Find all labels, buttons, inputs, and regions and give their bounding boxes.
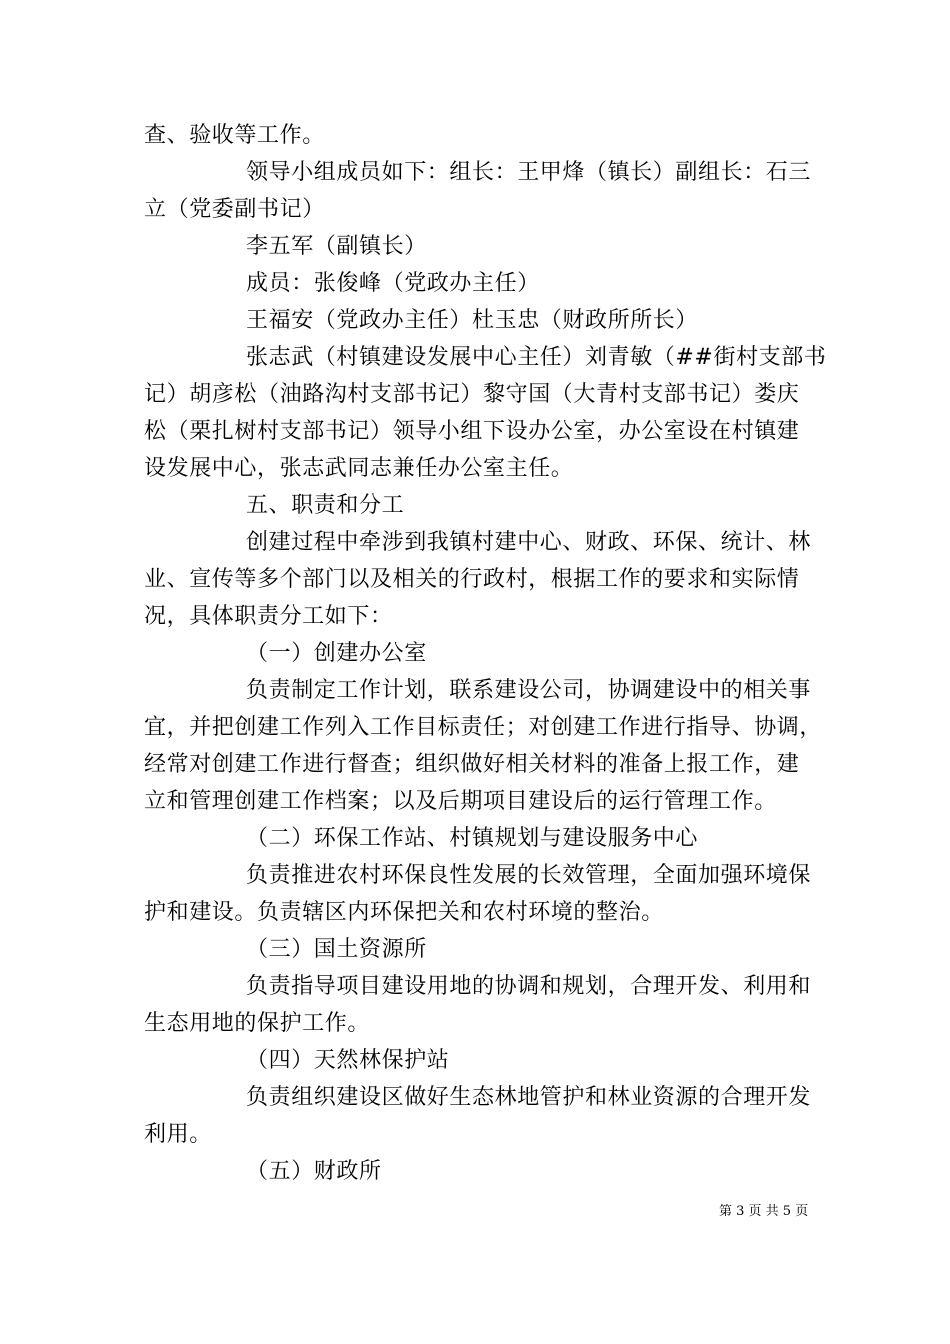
text-line: 立和管理创建工作档案；以及后期项目建设后的运行管理工作。 [144, 789, 777, 814]
text-line: 记）胡彦松（油路沟村支部书记）黎守国（大青村支部书记）娄庆 [144, 382, 800, 407]
text-line: 负责制定工作计划，联系建设公司，协调建设中的相关事 [246, 678, 812, 703]
text-line: 宜，并把创建工作列入工作目标责任；对创建工作进行指导、协调， [144, 715, 823, 740]
section-heading: 五、职责和分工 [246, 493, 405, 518]
subsection-heading: （四）天然林保护站 [246, 1048, 450, 1073]
text-line: 张志武（村镇建设发展中心主任）刘青敏（##街村支部书 [246, 345, 827, 370]
text-line: 设发展中心，张志武同志兼任办公室主任。 [144, 456, 574, 481]
text-line: 立（党委副书记） [144, 197, 325, 222]
subsection-heading: （五）财政所 [246, 1159, 382, 1184]
text-line: 经常对创建工作进行督查；组织做好相关材料的准备上报工作，建 [144, 752, 800, 777]
text-line: 李五军（副镇长） [246, 234, 427, 259]
text-line: 王福安（党政办主任）杜玉忠（财政所所长） [246, 308, 699, 333]
subsection-heading: （一）创建办公室 [246, 641, 427, 666]
text-line: 成员：张俊峰（党政办主任） [246, 271, 540, 296]
text-line: 生态用地的保护工作。 [144, 1011, 371, 1036]
text-line: 领导小组成员如下：组长：王甲烽（镇长）副组长：石三 [246, 160, 812, 185]
subsection-heading: （三）国土资源所 [246, 937, 427, 962]
text-line: 松（栗扎树村支部书记）领导小组下设办公室，办公室设在村镇建 [144, 419, 800, 444]
text-line: 负责推进农村环保良性发展的长效管理，全面加强环境保 [246, 863, 812, 888]
page-number-footer: 第 3 页 共 5 页 [719, 1204, 809, 1219]
text-line: 利用。 [144, 1122, 212, 1147]
text-line: 况，具体职责分工如下： [144, 604, 393, 629]
text-line: 查、验收等工作。 [144, 123, 325, 148]
text-line: 护和建设。负责辖区内环保把关和农村环境的整治。 [144, 900, 664, 925]
text-line: 创建过程中牵涉到我镇村建中心、财政、环保、统计、林 [246, 530, 812, 555]
text-line: 业、宣传等多个部门以及相关的行政村，根据工作的要求和实际情 [144, 567, 800, 592]
text-line: 负责指导项目建设用地的协调和规划，合理开发、利用和 [246, 974, 812, 999]
subsection-heading: （二）环保工作站、村镇规划与建设服务中心 [246, 826, 699, 851]
text-line: 负责组织建设区做好生态林地管护和林业资源的合理开发 [246, 1085, 812, 1110]
